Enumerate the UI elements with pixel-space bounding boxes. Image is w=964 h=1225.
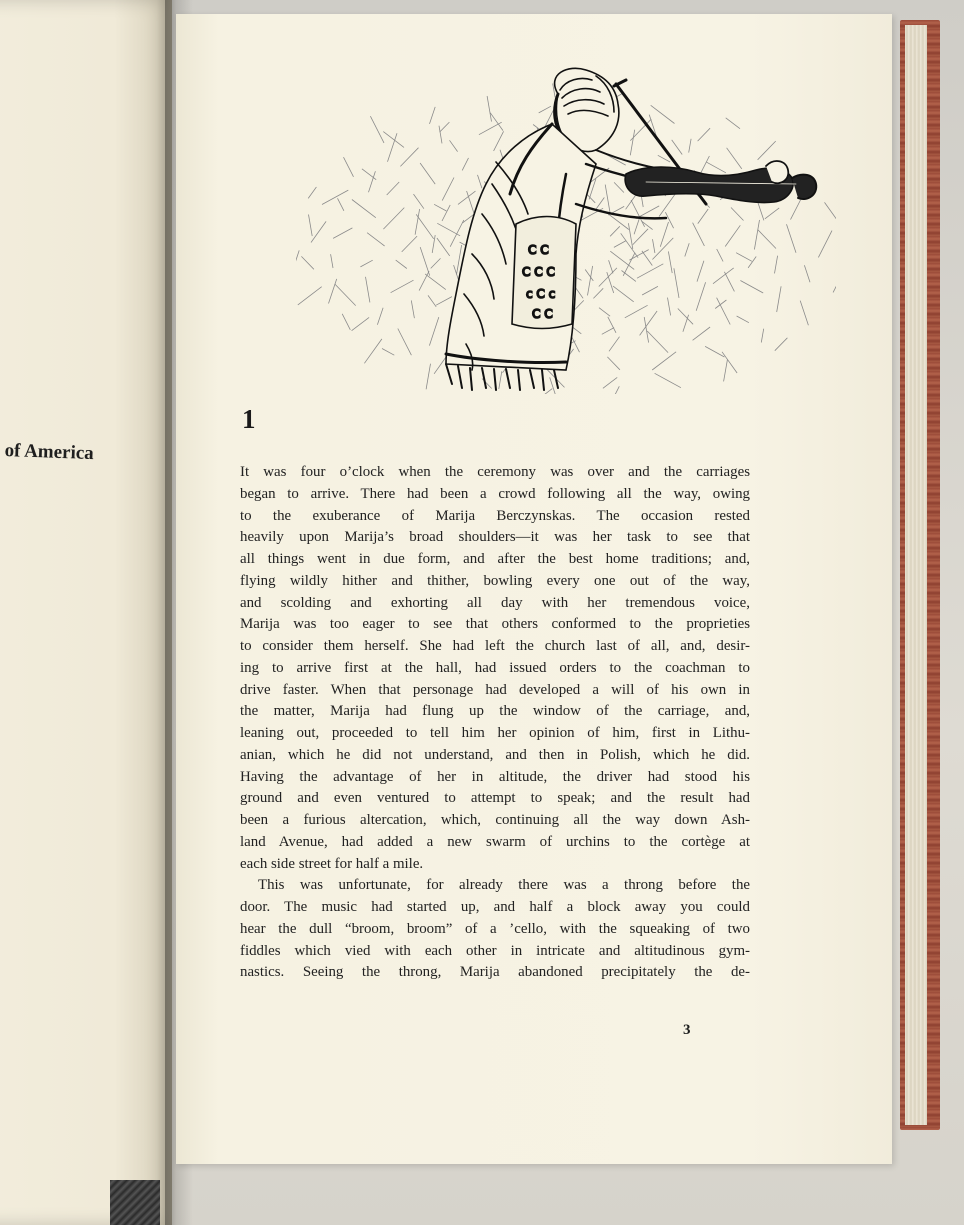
hatch-stroke — [437, 223, 460, 236]
hatch-stroke — [420, 247, 430, 276]
hatch-stroke — [426, 364, 430, 390]
text-line: heavily upon Marija’s broad shoulders—it was her task to see that — [240, 529, 750, 546]
text-line: and scolding and exhorting all day with her tremendous voice, — [240, 594, 750, 611]
hatch-stroke — [731, 208, 744, 221]
hatch-stroke — [298, 287, 322, 305]
hatch-stroke — [724, 360, 728, 382]
hatch-stroke — [621, 233, 638, 257]
hatch-stroke — [613, 286, 634, 302]
hatch-stroke — [737, 316, 749, 323]
hatch-stroke — [450, 140, 458, 151]
hatch-stroke — [425, 274, 446, 290]
right-page — [176, 14, 892, 1164]
hatch-stroke — [391, 280, 414, 293]
hatch-stroke — [352, 200, 376, 218]
hatch-stroke — [717, 298, 731, 325]
svg-text:C C C: C C C — [522, 265, 555, 279]
hatch-stroke — [761, 329, 763, 343]
hatch-stroke — [652, 352, 676, 370]
text-line: Having the advantage of her in altitude, the driver had stood his — [240, 768, 750, 785]
hatch-stroke — [758, 141, 776, 160]
hatch-stroke — [693, 327, 711, 340]
hatch-stroke — [539, 106, 551, 113]
hatch-stroke — [458, 191, 476, 204]
hatch-stroke — [450, 220, 464, 247]
hatch-stroke — [416, 214, 434, 238]
hatch-stroke — [685, 243, 689, 256]
body-text — [240, 462, 750, 984]
hatch-stroke — [429, 317, 438, 346]
hatch-stroke — [383, 132, 404, 148]
hatch-stroke — [642, 221, 653, 230]
hatch-stroke — [818, 231, 832, 258]
hatch-stroke — [715, 300, 726, 309]
hatch-stroke — [364, 339, 382, 363]
hatch-stroke — [607, 357, 620, 370]
text-line: all things went in due form, and after the best home traditions; and, — [240, 551, 750, 567]
hatch-stroke — [754, 220, 759, 250]
text-line: It was four o’clock when the ceremony was over and the carriages — [240, 464, 750, 480]
text-line: anian, which he did not understand, and then in Polish, which he did. — [240, 746, 750, 763]
hatch-stroke — [588, 266, 593, 296]
hatch-stroke — [697, 261, 704, 282]
hatch-stroke — [698, 128, 711, 141]
hatch-stroke — [736, 253, 752, 262]
page-stack — [905, 25, 927, 1125]
hatch-stroke — [442, 178, 454, 201]
hatch-stroke — [658, 155, 670, 162]
hatch-stroke — [382, 349, 394, 356]
hatch-stroke — [698, 209, 708, 224]
hatch-stroke — [634, 217, 640, 234]
hatch-stroke — [725, 225, 740, 246]
hatch-stroke — [342, 314, 350, 330]
hatch-stroke — [599, 308, 610, 317]
hatch-stroke — [420, 163, 435, 184]
hatch-stroke — [765, 208, 779, 219]
text-line: door. The music had started up, and half a block away you could — [240, 899, 750, 915]
chapter-number: 1 — [242, 404, 256, 434]
hatch-stroke — [499, 371, 502, 389]
hatch-stroke — [689, 139, 691, 153]
hatch-stroke — [434, 356, 447, 374]
hatch-stroke — [439, 126, 442, 144]
hatch-stroke — [308, 187, 316, 198]
text-line: ground and even ventured to attempt to speak; and the result had — [240, 790, 750, 807]
hatch-stroke — [614, 241, 626, 248]
hatch-stroke — [602, 328, 614, 335]
hatch-stroke — [400, 148, 418, 167]
hatch-stroke — [352, 317, 370, 330]
text-line: hear the dull “broom, broom” of a ’cello, with the squeaking of two — [240, 920, 750, 937]
hatch-stroke — [647, 331, 668, 353]
hatch-stroke — [532, 389, 553, 394]
hatch-stroke — [609, 337, 620, 352]
hatch-stroke — [642, 251, 652, 266]
hatch-stroke — [707, 162, 726, 173]
hatch-stroke — [726, 118, 740, 129]
hatch-stroke — [659, 192, 677, 216]
text-line: to the exuberance of Marija Berczynskas. The occasion rested — [240, 507, 750, 524]
left-page — [0, 0, 172, 1225]
text-line: began to arrive. There had been a crowd following all the way, owing — [240, 485, 750, 502]
text-line: ing to arrive first at the hall, had issued orders to the coachman to — [240, 659, 750, 676]
hatch-stroke — [322, 190, 348, 204]
hatch-stroke — [660, 222, 668, 247]
hatch-stroke — [338, 198, 344, 211]
hatch-stroke — [296, 250, 299, 263]
hatch-stroke — [705, 346, 724, 357]
hatch-stroke — [311, 221, 326, 242]
hatch-stroke — [678, 309, 693, 325]
hatch-stroke — [388, 133, 398, 162]
hatch-stroke — [367, 233, 385, 246]
hatch-stroke — [655, 373, 681, 387]
hatch-stroke — [637, 264, 663, 278]
hatch-stroke — [825, 202, 837, 220]
hatch-stroke — [596, 198, 604, 209]
hatch-stroke — [610, 251, 634, 269]
hatch-stroke — [777, 286, 781, 312]
hatch-stroke — [758, 230, 776, 249]
hatch-stroke — [428, 295, 436, 306]
hatch-stroke — [800, 301, 808, 326]
hatch-stroke — [599, 268, 617, 287]
text-line: leaning out, proceeded to tell him her opinion of him, first in Lithu- — [240, 725, 750, 741]
hatch-stroke — [775, 338, 788, 351]
hatch-stroke — [651, 105, 675, 123]
text-line: Marija was too eager to see that others conformed to the proprieties — [240, 616, 750, 633]
hatch-stroke — [329, 279, 337, 304]
violinist-figure-icon — [446, 68, 816, 390]
hatch-stroke — [593, 288, 603, 298]
hatch-stroke — [652, 238, 673, 260]
hatch-stroke — [693, 223, 705, 246]
hatch-stroke — [696, 282, 705, 311]
svg-text:C C: C C — [528, 243, 549, 257]
hatch-stroke — [411, 300, 414, 318]
hatch-stroke — [609, 386, 619, 394]
hatch-stroke — [431, 258, 441, 268]
hatch-stroke — [804, 265, 810, 282]
hatch-stroke — [430, 107, 436, 124]
hatch-stroke — [335, 284, 356, 306]
hatch-stroke — [724, 272, 734, 292]
text-line: to consider them herself. She had left the church last of all, and, desir- — [240, 638, 750, 654]
hatch-stroke — [610, 226, 620, 236]
text-line: nastics. Seeing the throng, Marija abandoned precipitately the de- — [240, 964, 750, 981]
hatch-stroke — [402, 236, 417, 252]
hatch-stroke — [665, 212, 673, 228]
left-cover-corner — [110, 1180, 160, 1225]
hatch-stroke — [653, 239, 655, 253]
page-number: 3 — [683, 1022, 691, 1038]
hatch-stroke — [623, 253, 635, 276]
hatch-stroke — [436, 297, 452, 306]
hatch-stroke — [668, 298, 671, 316]
hatch-stroke — [478, 175, 482, 188]
hatch-stroke — [442, 205, 450, 221]
hatch-stroke — [625, 305, 648, 318]
hatch-stroke — [301, 256, 314, 269]
hatch-stroke — [642, 286, 658, 295]
hatch-stroke — [434, 204, 446, 211]
hatch-stroke — [740, 281, 763, 294]
hatch-stroke — [609, 260, 613, 273]
hatch-stroke — [366, 277, 370, 303]
hatch-stroke — [331, 254, 333, 268]
hatch-stroke — [360, 260, 372, 267]
text-line: drive faster. When that personage had developed a will of his own in — [240, 681, 750, 698]
svg-text:C C: C C — [532, 307, 553, 321]
hatch-stroke — [415, 209, 420, 235]
violinist-illustration-icon — [296, 54, 836, 394]
hatch-stroke — [748, 257, 756, 268]
hatch-stroke — [713, 268, 734, 284]
hatch-stroke — [672, 140, 683, 155]
hatch-stroke — [344, 157, 354, 177]
hatch-stroke — [490, 113, 503, 131]
svg-text:ⅽ C ⅽ: ⅽ C ⅽ — [526, 287, 556, 301]
hatch-stroke — [487, 96, 491, 122]
hatch-stroke — [414, 194, 424, 209]
text-line: flying wildly hither and thither, bowling every one out of the way, — [240, 572, 750, 589]
left-page-running-text: of America — [4, 440, 95, 465]
hatch-stroke — [605, 185, 610, 215]
hatch-stroke — [396, 260, 407, 268]
text-line: This was unfortunate, for already there was a throng before the — [258, 877, 750, 894]
text-line: the matter, Marija had flung up the window of the carriage, and, — [240, 703, 750, 720]
hatch-stroke — [309, 215, 313, 237]
hatch-stroke — [644, 317, 648, 343]
hatch-stroke — [674, 268, 679, 298]
hatch-stroke — [630, 130, 634, 156]
hatch-stroke — [333, 228, 352, 239]
hatch-stroke — [622, 271, 636, 282]
text-line: each side street for half a mile. — [240, 855, 424, 872]
hatch-stroke — [791, 200, 801, 220]
hatch-stroke — [398, 329, 412, 356]
hatch-stroke — [668, 251, 672, 273]
hatch-stroke — [603, 377, 617, 388]
hatch-stroke — [727, 148, 742, 169]
text-line: land Avenue, had added a new swarm of urchins to the cortège at — [240, 833, 750, 850]
hatch-stroke — [614, 182, 624, 192]
hatch-stroke — [775, 256, 778, 274]
hatch-stroke — [440, 122, 450, 132]
hatch-stroke — [377, 308, 383, 325]
hatch-stroke — [722, 352, 737, 373]
hatch-stroke — [717, 249, 723, 262]
hatch-stroke — [437, 238, 450, 256]
hatch-stroke — [383, 208, 404, 230]
text-line: been a furious altercation, which, continuing all the way down Ash- — [240, 812, 750, 828]
hatch-stroke — [787, 224, 797, 253]
hatch-stroke — [370, 116, 384, 143]
hatch-stroke — [387, 182, 400, 195]
text-line: fiddles which vied with each other in intricate and altitudinous gym- — [240, 942, 750, 959]
hatch-stroke — [833, 276, 836, 292]
hatch-stroke — [494, 131, 504, 151]
hatch-stroke — [462, 158, 468, 171]
hatch-stroke — [419, 271, 429, 291]
